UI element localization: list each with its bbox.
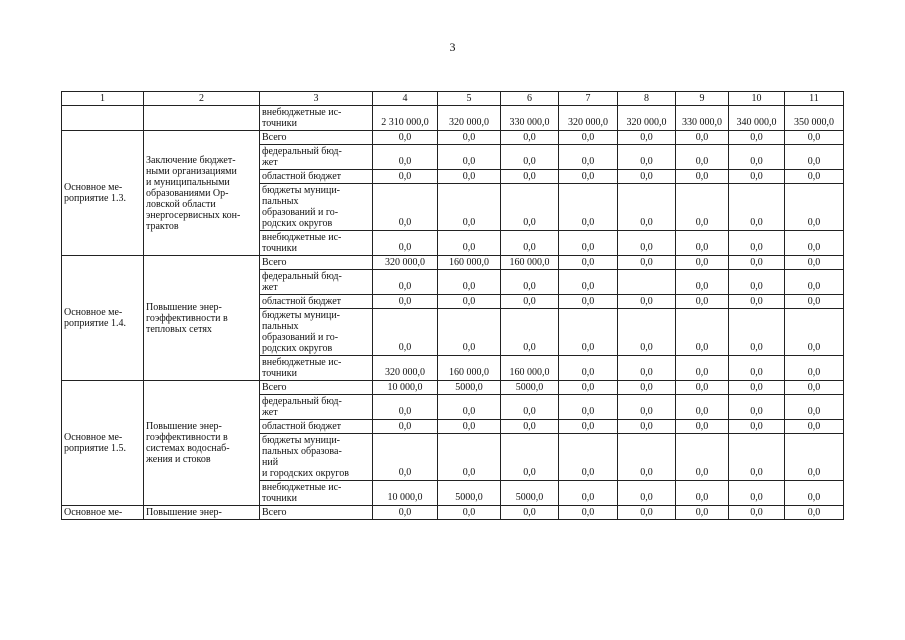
header-cell: 6 xyxy=(501,92,559,106)
value-cell: 0,0 xyxy=(438,295,501,309)
value-cell: 0,0 xyxy=(559,184,618,231)
funding-source-cell: Всего xyxy=(260,506,373,520)
event-title-cell: Повышение энер- xyxy=(144,506,260,520)
value-cell: 0,0 xyxy=(618,381,676,395)
value-cell: 320 000,0 xyxy=(559,106,618,131)
value-cell: 0,0 xyxy=(438,131,501,145)
value-cell: 0,0 xyxy=(676,295,729,309)
value-cell: 0,0 xyxy=(438,309,501,356)
value-cell: 0,0 xyxy=(676,231,729,256)
value-cell: 0,0 xyxy=(373,295,438,309)
funding-source-cell: федеральный бюд- жет xyxy=(260,270,373,295)
value-cell: 0,0 xyxy=(373,309,438,356)
value-cell: 0,0 xyxy=(729,295,785,309)
value-cell: 0,0 xyxy=(559,170,618,184)
value-cell: 340 000,0 xyxy=(729,106,785,131)
value-cell: 160 000,0 xyxy=(501,256,559,270)
value-cell: 0,0 xyxy=(618,481,676,506)
funding-source-cell: областной бюджет xyxy=(260,420,373,434)
value-cell: 0,0 xyxy=(729,356,785,381)
value-cell: 0,0 xyxy=(559,395,618,420)
event-number-cell: Основное ме- роприятие 1.4. xyxy=(62,256,144,381)
value-cell: 0,0 xyxy=(438,184,501,231)
value-cell: 0,0 xyxy=(559,295,618,309)
value-cell: 0,0 xyxy=(501,434,559,481)
value-cell: 0,0 xyxy=(373,434,438,481)
funding-source-cell: Всего xyxy=(260,381,373,395)
value-cell: 5000,0 xyxy=(438,481,501,506)
value-cell: 0,0 xyxy=(729,381,785,395)
value-cell: 0,0 xyxy=(559,481,618,506)
value-cell: 5000,0 xyxy=(501,481,559,506)
value-cell: 0,0 xyxy=(618,356,676,381)
header-cell: 8 xyxy=(618,92,676,106)
value-cell: 0,0 xyxy=(373,170,438,184)
value-cell: 0,0 xyxy=(438,420,501,434)
page-number: 3 xyxy=(449,40,456,54)
value-cell: 0,0 xyxy=(501,309,559,356)
header-cell: 4 xyxy=(373,92,438,106)
value-cell: 0,0 xyxy=(501,170,559,184)
funding-source-cell: Всего xyxy=(260,256,373,270)
value-cell: 0,0 xyxy=(785,309,844,356)
header-cell: 1 xyxy=(62,92,144,106)
value-cell: 0,0 xyxy=(729,395,785,420)
funding-source-cell: Всего xyxy=(260,131,373,145)
value-cell: 0,0 xyxy=(729,184,785,231)
value-cell: 0,0 xyxy=(676,395,729,420)
value-cell: 0,0 xyxy=(501,145,559,170)
value-cell: 0,0 xyxy=(559,356,618,381)
value-cell: 0,0 xyxy=(618,395,676,420)
value-cell: 0,0 xyxy=(676,309,729,356)
value-cell: 320 000,0 xyxy=(373,356,438,381)
value-cell: 0,0 xyxy=(618,295,676,309)
value-cell: 0,0 xyxy=(501,295,559,309)
value-cell: 0,0 xyxy=(785,270,844,295)
value-cell: 0,0 xyxy=(501,131,559,145)
value-cell: 0,0 xyxy=(501,270,559,295)
value-cell: 0,0 xyxy=(729,481,785,506)
value-cell: 320 000,0 xyxy=(438,106,501,131)
value-cell: 0,0 xyxy=(676,131,729,145)
value-cell: 0,0 xyxy=(501,395,559,420)
value-cell: 0,0 xyxy=(785,506,844,520)
value-cell: 0,0 xyxy=(373,420,438,434)
funding-source-cell: внебюджетные ис- точники xyxy=(260,481,373,506)
value-cell: 0,0 xyxy=(559,270,618,295)
value-cell: 0,0 xyxy=(501,184,559,231)
value-cell: 0,0 xyxy=(559,145,618,170)
value-cell: 0,0 xyxy=(559,434,618,481)
value-cell: 0,0 xyxy=(785,381,844,395)
event-number-cell: Основное ме- роприятие 1.3. xyxy=(62,131,144,256)
value-cell: 0,0 xyxy=(729,420,785,434)
value-cell: 0,0 xyxy=(618,434,676,481)
value-cell: 0,0 xyxy=(729,231,785,256)
header-cell: 10 xyxy=(729,92,785,106)
value-cell: 160 000,0 xyxy=(501,356,559,381)
funding-source-cell: бюджеты муници- пальных образований и го- родских округов xyxy=(260,309,373,356)
value-cell: 0,0 xyxy=(559,506,618,520)
value-cell: 0,0 xyxy=(676,256,729,270)
value-cell: 0,0 xyxy=(729,145,785,170)
funding-source-cell: федеральный бюд- жет xyxy=(260,395,373,420)
value-cell: 320 000,0 xyxy=(373,256,438,270)
value-cell: 0,0 xyxy=(501,231,559,256)
value-cell: 0,0 xyxy=(676,270,729,295)
value-cell: 0,0 xyxy=(501,420,559,434)
value-cell: 0,0 xyxy=(559,256,618,270)
table-row xyxy=(62,131,844,145)
value-cell: 0,0 xyxy=(618,231,676,256)
value-cell: 0,0 xyxy=(729,131,785,145)
value-cell: 0,0 xyxy=(559,420,618,434)
event-title-cell: Повышение энер- гоэффективности в системах водоснаб- жения и стоков xyxy=(144,381,260,506)
value-cell: 0,0 xyxy=(785,395,844,420)
funding-source-cell: областной бюджет xyxy=(260,170,373,184)
value-cell: 0,0 xyxy=(373,145,438,170)
value-cell: 0,0 xyxy=(785,356,844,381)
event-title-cell: Заключение бюджет- ными организациями и муниципальными образованиями Ор- ловской области энергосервисных кон- трактов xyxy=(144,131,260,256)
value-cell: 160 000,0 xyxy=(438,356,501,381)
table-row xyxy=(62,106,844,131)
value-cell: 0,0 xyxy=(618,145,676,170)
value-cell: 0,0 xyxy=(501,506,559,520)
value-cell: 0,0 xyxy=(729,506,785,520)
value-cell: 0,0 xyxy=(438,395,501,420)
value-cell: 0,0 xyxy=(438,145,501,170)
event-title-cell xyxy=(144,106,260,131)
value-cell: 350 000,0 xyxy=(785,106,844,131)
value-cell: 0,0 xyxy=(676,506,729,520)
funding-source-cell: федеральный бюд- жет xyxy=(260,145,373,170)
value-cell: 0,0 xyxy=(373,395,438,420)
header-cell: 3 xyxy=(260,92,373,106)
value-cell: 0,0 xyxy=(438,506,501,520)
funding-source-cell: областной бюджет xyxy=(260,295,373,309)
value-cell: 0,0 xyxy=(676,381,729,395)
value-cell: 0,0 xyxy=(438,170,501,184)
header-cell: 2 xyxy=(144,92,260,106)
value-cell xyxy=(618,270,676,295)
value-cell: 0,0 xyxy=(559,309,618,356)
funding-source-cell: бюджеты муници- пальных образований и го- родских округов xyxy=(260,184,373,231)
table-row xyxy=(62,256,844,270)
value-cell: 5000,0 xyxy=(501,381,559,395)
event-title-cell: Повышение энер- гоэффективности в тепловых сетях xyxy=(144,256,260,381)
value-cell: 0,0 xyxy=(618,184,676,231)
table-body xyxy=(62,92,844,520)
table-row xyxy=(62,506,844,520)
value-cell: 0,0 xyxy=(676,184,729,231)
value-cell: 0,0 xyxy=(618,506,676,520)
value-cell: 0,0 xyxy=(785,131,844,145)
value-cell: 0,0 xyxy=(373,231,438,256)
value-cell: 0,0 xyxy=(785,145,844,170)
header-cell: 7 xyxy=(559,92,618,106)
value-cell: 0,0 xyxy=(373,270,438,295)
header-cell: 11 xyxy=(785,92,844,106)
value-cell: 0,0 xyxy=(618,309,676,356)
value-cell: 0,0 xyxy=(618,131,676,145)
value-cell: 0,0 xyxy=(373,131,438,145)
value-cell: 0,0 xyxy=(785,231,844,256)
value-cell: 0,0 xyxy=(618,170,676,184)
value-cell: 0,0 xyxy=(785,481,844,506)
value-cell: 330 000,0 xyxy=(501,106,559,131)
value-cell: 330 000,0 xyxy=(676,106,729,131)
value-cell: 320 000,0 xyxy=(618,106,676,131)
value-cell: 0,0 xyxy=(676,481,729,506)
value-cell: 0,0 xyxy=(373,184,438,231)
funding-source-cell: внебюджетные ис- точники xyxy=(260,356,373,381)
value-cell: 0,0 xyxy=(676,170,729,184)
value-cell: 0,0 xyxy=(559,131,618,145)
header-row xyxy=(62,92,844,106)
value-cell: 0,0 xyxy=(618,420,676,434)
value-cell: 0,0 xyxy=(676,145,729,170)
value-cell: 0,0 xyxy=(676,434,729,481)
value-cell: 0,0 xyxy=(729,309,785,356)
value-cell: 0,0 xyxy=(438,434,501,481)
value-cell: 0,0 xyxy=(676,420,729,434)
table-row xyxy=(62,381,844,395)
header-cell: 9 xyxy=(676,92,729,106)
value-cell: 5000,0 xyxy=(438,381,501,395)
value-cell: 0,0 xyxy=(785,295,844,309)
budget-table xyxy=(61,91,844,520)
value-cell: 0,0 xyxy=(729,170,785,184)
value-cell: 0,0 xyxy=(729,434,785,481)
funding-source-cell: внебюджетные ис- точники xyxy=(260,231,373,256)
value-cell: 0,0 xyxy=(729,270,785,295)
value-cell: 0,0 xyxy=(618,256,676,270)
value-cell: 0,0 xyxy=(676,356,729,381)
funding-source-cell: внебюджетные ис- точники xyxy=(260,106,373,131)
value-cell: 0,0 xyxy=(373,506,438,520)
value-cell: 10 000,0 xyxy=(373,381,438,395)
event-number-cell xyxy=(62,106,144,131)
value-cell: 160 000,0 xyxy=(438,256,501,270)
value-cell: 0,0 xyxy=(729,256,785,270)
value-cell: 0,0 xyxy=(559,231,618,256)
value-cell: 2 310 000,0 xyxy=(373,106,438,131)
value-cell: 10 000,0 xyxy=(373,481,438,506)
value-cell: 0,0 xyxy=(559,381,618,395)
funding-source-cell: бюджеты муници- пальных образова- ний и городских округов xyxy=(260,434,373,481)
value-cell: 0,0 xyxy=(438,270,501,295)
value-cell: 0,0 xyxy=(785,170,844,184)
value-cell: 0,0 xyxy=(785,434,844,481)
value-cell: 0,0 xyxy=(785,184,844,231)
value-cell: 0,0 xyxy=(785,256,844,270)
header-cell: 5 xyxy=(438,92,501,106)
event-number-cell: Основное ме- xyxy=(62,506,144,520)
value-cell: 0,0 xyxy=(438,231,501,256)
value-cell: 0,0 xyxy=(785,420,844,434)
event-number-cell: Основное ме- роприятие 1.5. xyxy=(62,381,144,506)
